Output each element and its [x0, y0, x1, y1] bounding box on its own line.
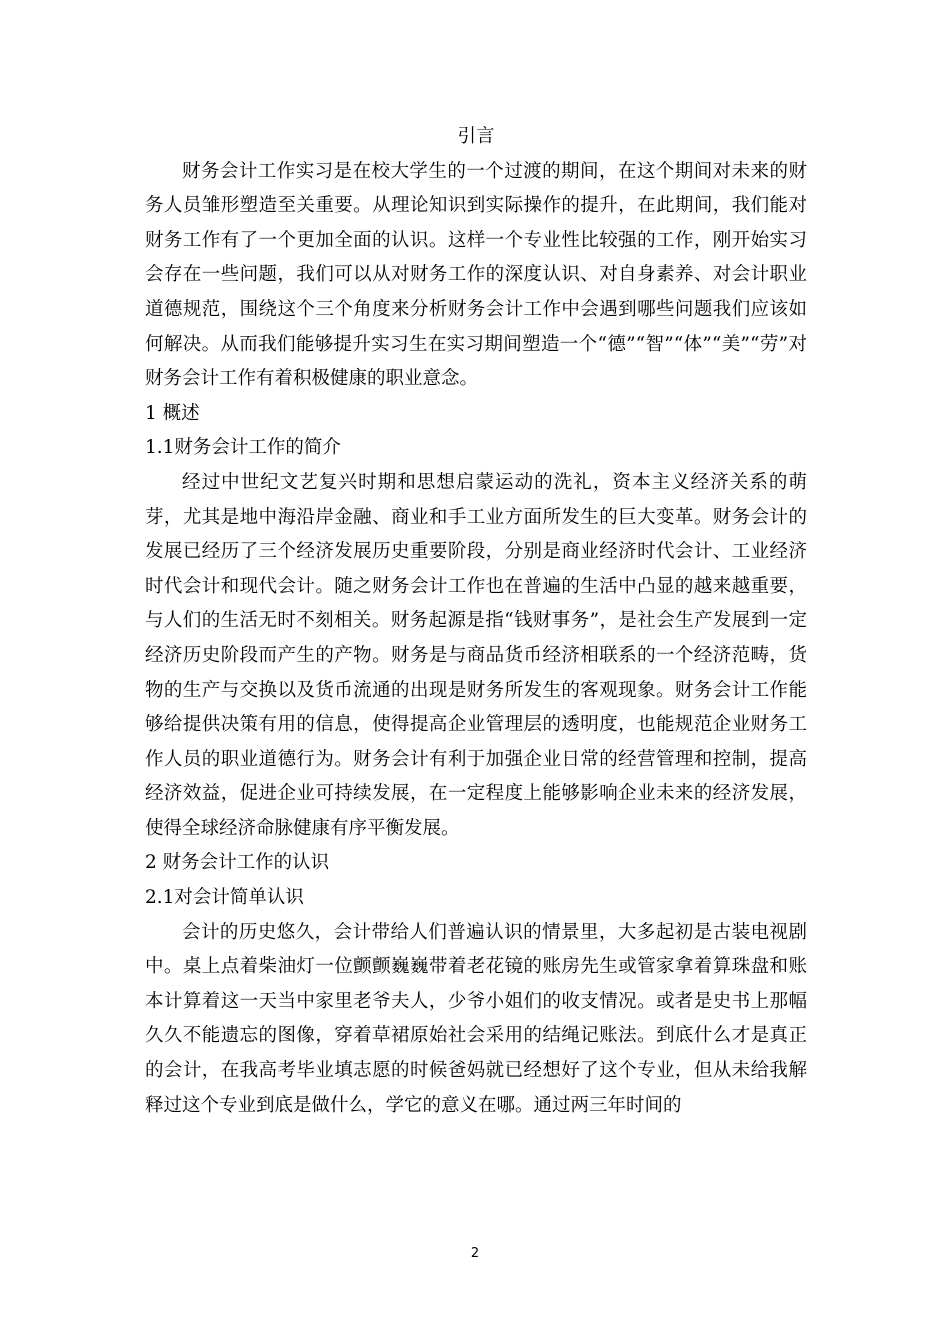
intro-paragraph: 财务会计工作实习是在校大学生的一个过渡的期间，在这个期间对未来的财务人员雏形塑造至关重要。从理论知识到实际操作的提升，在此期间，我们能对财务工作有了一个更加全面的认识。这样一个专业性比较强的工作，刚开始实习会存在一些问题，我们可以从对财务工作的深度认识、对自身素养、对会计职业道德规范，围绕这个三个角度来分析财务会计工作中会遇到哪些问题我们应该如何解决。从而我们能够提升实习生在实习期间塑造一个“德”“智”“体”“美”“劳”对财务会计工作有着积极健康的职业意念。: [145, 160, 807, 390]
section-2-1-heading: 2.1对会计简单认识: [145, 887, 304, 909]
section-2-heading: 2 财务会计工作的认识: [145, 852, 330, 874]
document-body: [145, 120, 807, 1123]
document-title: 引言: [457, 126, 495, 147]
section-2-1-paragraph: 会计的历史悠久，会计带给人们普遍认识的情景里，大多起初是古装电视剧中。桌上点着柴油灯一位颤颤巍巍带着老花镜的账房先生或管家拿着算珠盘和账本计算着这一天当中家里老爷夫人，少爷小姐们的收支情况。或者是史书上那幅久久不能遗忘的图像，穿着草裙原始社会采用的结绳记账法。到底什么才是真正的会计，在我高考毕业填志愿的时候爸妈就已经想好了这个专业，但从未给我解释过这个专业到底是做什么，学它的意义在哪。通过两三年时间的: [145, 921, 807, 1116]
page-number: 2: [470, 1246, 480, 1261]
section-1-1-heading: 1.1财务会计工作的简介: [145, 437, 341, 459]
section-1-heading: 1 概述: [145, 402, 200, 424]
section-1-1-paragraph: 经过中世纪文艺复兴时期和思想启蒙运动的洗礼，资本主义经济关系的萌芽，尤其是地中海沿岸金融、商业和手工业方面所发生的巨大变革。财务会计的发展已经历了三个经济发展历史重要阶段，分别是商业经济时代会计、工业经济时代会计和现代会计。随之财务会计工作也在普遍的生活中凸显的越来越重要，与人们的生活无时不刻相关。财务起源是指“钱财事务”，是社会生产发展到一定经济历史阶段而产生的产物。财务是与商品货币经济相联系的一个经济范畴，货物的生产与交换以及货币流通的出现是财务所发生的客观现象。财务会计工作能够给提供决策有用的信息，使得提高企业管理层的透明度，也能规范企业财务工作人员的职业道德行为。财务会计有利于加强企业日常的经营管理和控制，提高经济效益，促进企业可持续发展，在一定程度上能够影响企业未来的经济发展， 使得全球经济命脉健康有序平衡发展。: [145, 471, 807, 839]
